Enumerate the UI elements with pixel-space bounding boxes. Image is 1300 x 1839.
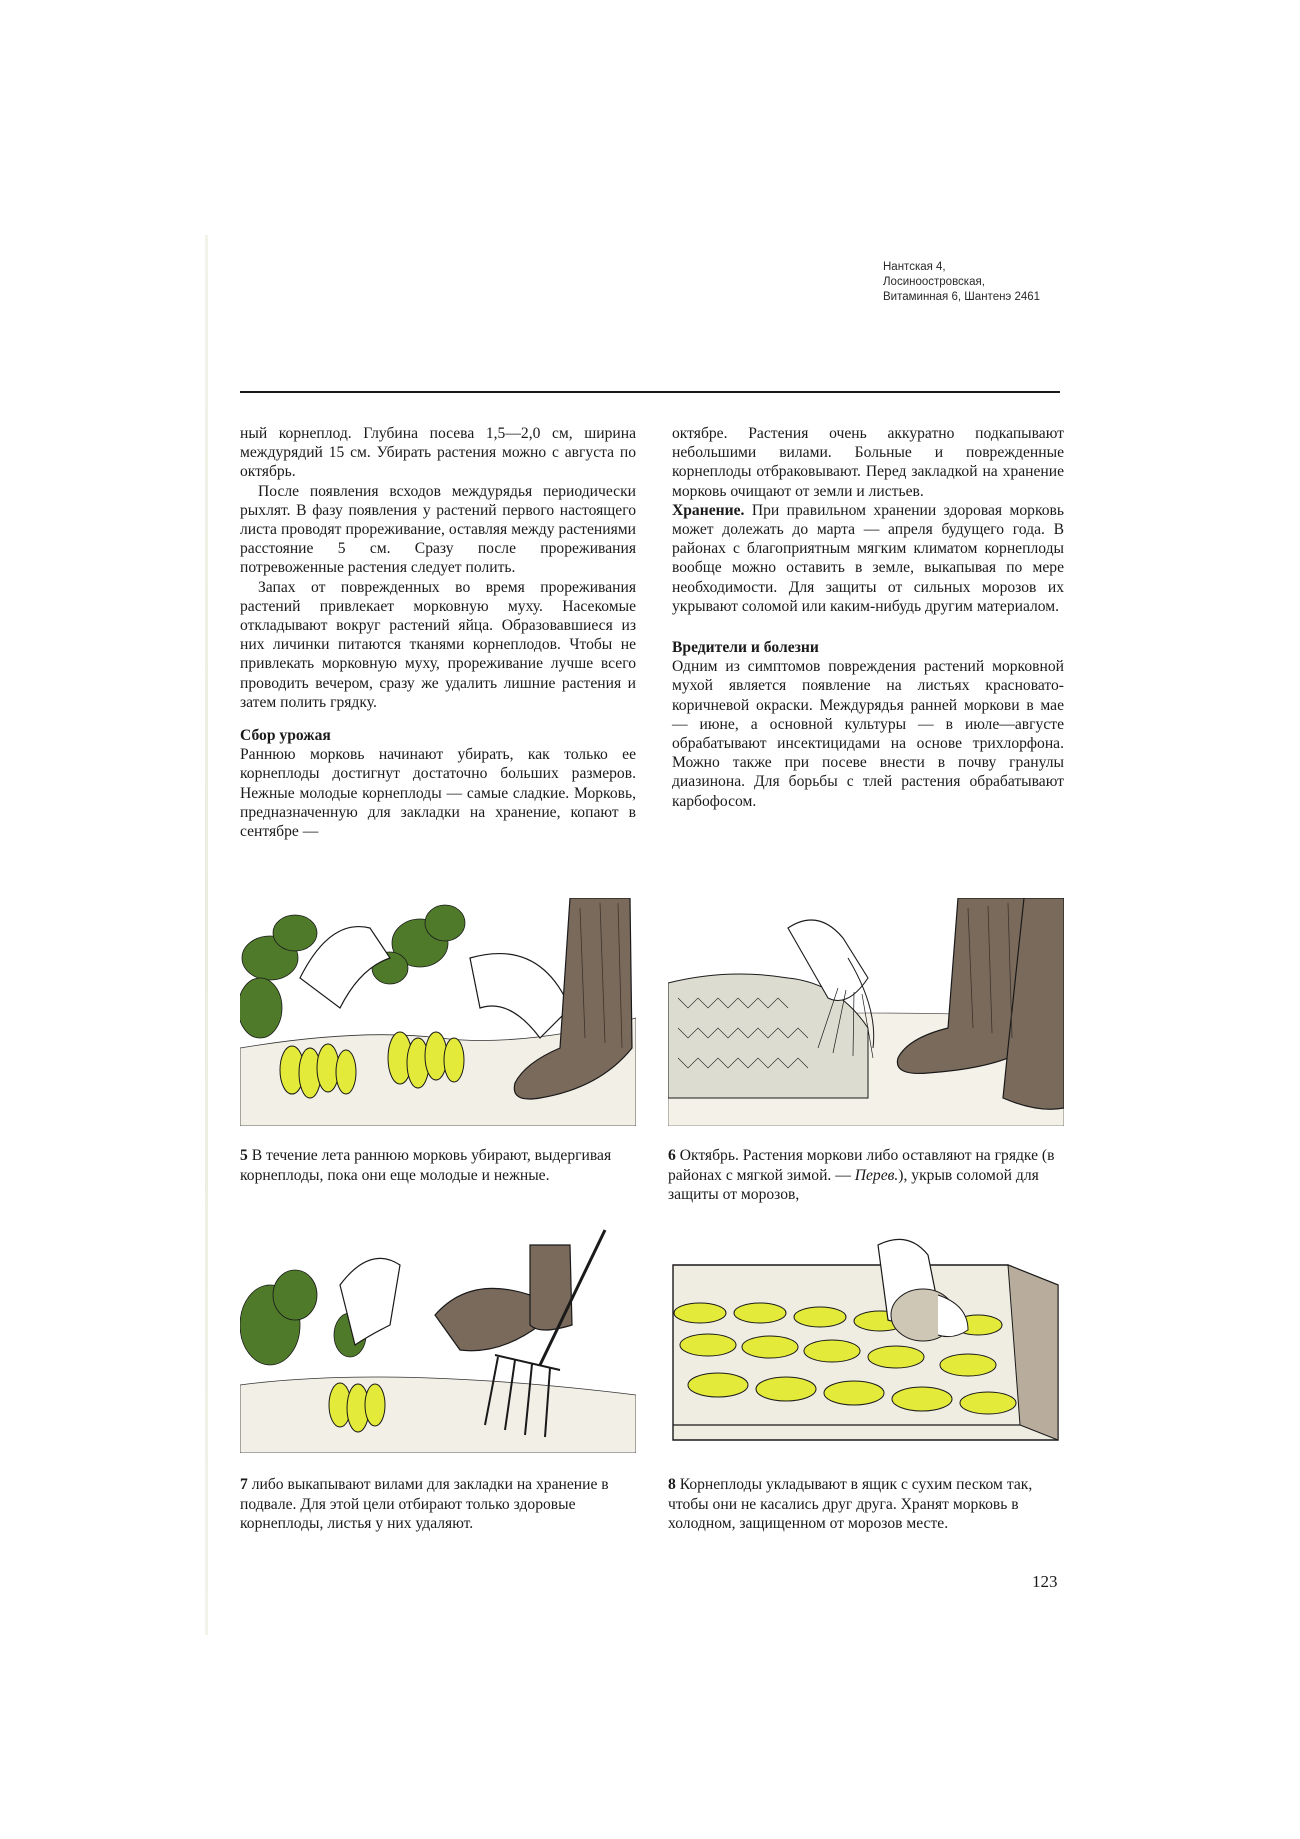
- figure-7-illustration: [240, 1225, 636, 1453]
- paragraph-storage: [672, 501, 1064, 616]
- heading-harvest: Сбор урожая: [240, 727, 331, 745]
- caption-7-text: либо выкапывают вилами для закладки на хранение в подвале. Для этой цели отбирают только здоровые корнеплоды, листья у них удаляют.: [240, 1476, 609, 1532]
- figure-7-digging-fork: [240, 1225, 636, 1453]
- variety-note-line-1: Нантская 4,: [883, 261, 946, 273]
- paragraph-harvest-cont: октябре. Растения очень аккуратно подкапывают небольшими вилами. Больные и поврежденные корнеплоды отбраковывают. Перед закладкой на хранение морковь очищают от земли и листьев.: [672, 425, 1064, 500]
- figure-5-illustration: [240, 898, 636, 1126]
- storage-text: При правильном хранении здоровая морковь может долежать до марта — апреля будущего года. В районах с благоприятным мягким климатом корнеплоды вообще можно оставить в земле, выкапывая по мере необходимости. Для защиты от сильных морозов их укрывают соломой или каким-нибудь другим материалом.: [672, 501, 1064, 615]
- figure-6-illustration: [668, 898, 1064, 1126]
- caption-8-text: Корнеплоды укладывают в ящик с сухим песком так, чтобы они не касались друг друга. Хранят морковь в холодном, защищенном от морозов месте.: [668, 1476, 1033, 1532]
- caption-5-number: 5: [240, 1147, 248, 1164]
- right-text-column: [672, 424, 1064, 811]
- caption-5: [240, 1146, 636, 1185]
- variety-note-line-3: Витаминная 6, Шантенэ 2461: [883, 291, 1041, 303]
- left-text-column: [240, 424, 636, 841]
- header-rule: [240, 391, 1060, 393]
- paragraph-pests: Одним из симптомов повреждения растений морковной мухой является появление на листьях красновато-коричневой окраски. Междурядья ранней моркови в мае — июне, а основной культуры — в июле—августе обрабатывают инсектицидами на основе трихлорфона. Можно также при посеве внести в почву гранулы диазинона. Для борьбы с тлей растения обрабатывают карбофосом.: [672, 658, 1064, 810]
- page-number: 123: [1032, 1572, 1058, 1591]
- caption-8-number: 8: [668, 1476, 676, 1493]
- caption-6: [668, 1146, 1064, 1205]
- paragraph-sowing: ный корнеплод. Глубина посева 1,5—2,0 см, ширина междурядий 15 см. Убирать растения можно с августа по октябрь.: [240, 425, 636, 481]
- figure-8-sand-box: [668, 1225, 1064, 1453]
- variety-note-line-2: Лосиноостровская,: [883, 276, 985, 288]
- caption-5-text: В течение лета раннюю морковь убирают, выдергивая корнеплоды, пока они еще молодые и нежные.: [240, 1147, 612, 1184]
- caption-6-italic: Перев.: [854, 1166, 899, 1184]
- figure-6-straw-cover: [668, 898, 1064, 1126]
- paragraph-harvest: Раннюю морковь начинают убирать, как только ее корнеплоды достигнут достаточно больших размеров. Нежные молодые корнеплоды — самые сладкие. Морковь, предназначенную для закладки на хранение, копают в сентябре —: [240, 746, 636, 841]
- storage-lead: Хранение.: [672, 501, 745, 519]
- paragraph-carrot-fly: Запах от поврежденных во время прореживания растений привлекает морковную муху. Насекомые откладывают вокруг растений яйца. Образовавшиеся из них личинки питаются тканями корнеплодов. Чтобы не привлекать морковную муху, прореживание лучше всего проводить вечером, сразу же удалить лишние растения и затем полить грядку.: [240, 578, 636, 711]
- figure-8-illustration: [668, 1225, 1064, 1453]
- figure-5-pulling-carrots: [240, 898, 636, 1126]
- variety-note: [883, 260, 1123, 305]
- caption-6-tail: ), укрыв соломой для защиты от морозов,: [668, 1166, 1039, 1203]
- caption-6-number: 6: [668, 1147, 676, 1164]
- caption-7: [240, 1475, 636, 1534]
- page-edge: [205, 235, 208, 1635]
- heading-pests: Вредители и болезни: [672, 639, 819, 657]
- paragraph-thinning: После появления всходов междурядья периодически рыхлят. В фазу появления у растений первого настоящего листа проводят прореживание, оставляя между растениями расстояние 5 см. Сразу после прореживания потревоженные растения следует полить.: [240, 482, 636, 577]
- caption-8: [668, 1475, 1064, 1534]
- caption-7-number: 7: [240, 1476, 248, 1493]
- caption-6-text: Октябрь. Растения моркови либо оставляют на грядке (в районах с мягкой зимой. —: [668, 1147, 1055, 1184]
